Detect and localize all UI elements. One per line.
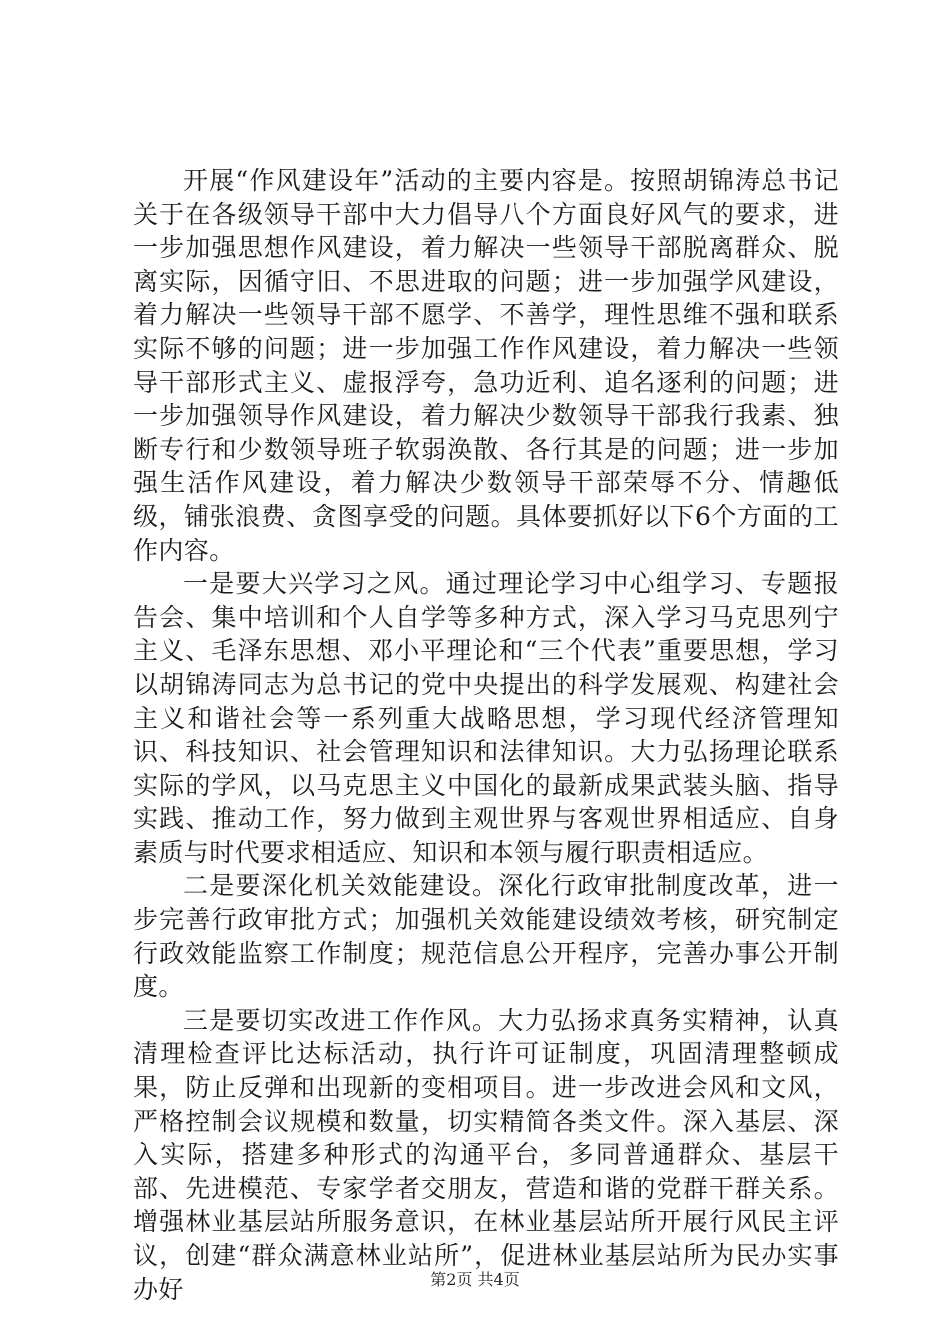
- paragraph-main-content: 开展“作风建设年”活动的主要内容是。按照胡锦涛总书记关于在各级领导干部中大力倡导八个方面良好风气的要求，进一步加强思想作风建设，着力解决一些领导干部脱离群众、脱离实际，因循守旧、不思进取的问题；进一步加强学风建设，着力解决一些领导干部不愿学、不善学，理性思维不强和联系实际不够的问题；进一步加强工作作风建设，着力解决一些领导干部形式主义、虚报浮夸，急功近利、追名逐利的问题；进一步加强领导作风建设，着力解决少数领导干部我行我素、独断专行和少数领导班子软弱涣散、各行其是的问题；进一步加强生活作风建设，着力解决少数领导干部荣辱不分、情趣低级，铺张浪费、贪图享受的问题。具体要抓好以下6个方面的工作内容。: [133, 166, 839, 565]
- page-footer: [0, 1270, 950, 1290]
- paragraph-office-efficiency: 二是要深化机关效能建设。深化行政审批制度改革，进一步完善行政审批方式；加强机关效能建设绩效考核，研究制定行政效能监察工作制度；规范信息公开程序，完善办事公开制度。: [133, 871, 839, 1002]
- page-number: 第2页 共4页: [430, 1270, 520, 1289]
- paragraph-study-style: 一是要大兴学习之风。通过理论学习中心组学习、专题报告会、集中培训和个人自学等多种方式，深入学习马克思列宁主义、毛泽东思想、邓小平理论和“三个代表”重要思想，学习以胡锦涛同志为总书记的党中央提出的科学发展观、构建社会主义和谐社会等一系列重大战略思想，学习现代经济管理知识、科技知识、社会管理知识和法律知识。大力弘扬理论联系实际的学风，以马克思主义中国化的最新成果武装头脑、指导实践、推动工作，努力做到主观世界与客观世界相适应、自身素质与时代要求相适应、知识和本领与履行职责相适应。: [133, 569, 839, 867]
- paragraph-work-style: 三是要切实改进工作作风。大力弘扬求真务实精神，认真清理检查评比达标活动，执行许可证制度，巩固清理整顿成果，防止反弹和出现新的变相项目。进一步改进会风和文风，严格控制会议规模和数量，切实精简各类文件。深入基层、深入实际，搭建多种形式的沟通平台，多同普通群众、基层干部、先进模范、专家学者交朋友，营造和谐的党群干群关系。增强林业基层站所服务意识，在林业基层站所开展行风民主评议，创建“群众满意林业站所”，促进林业基层站所为民办实事办好: [133, 1005, 839, 1304]
- document-body: [133, 164, 839, 1306]
